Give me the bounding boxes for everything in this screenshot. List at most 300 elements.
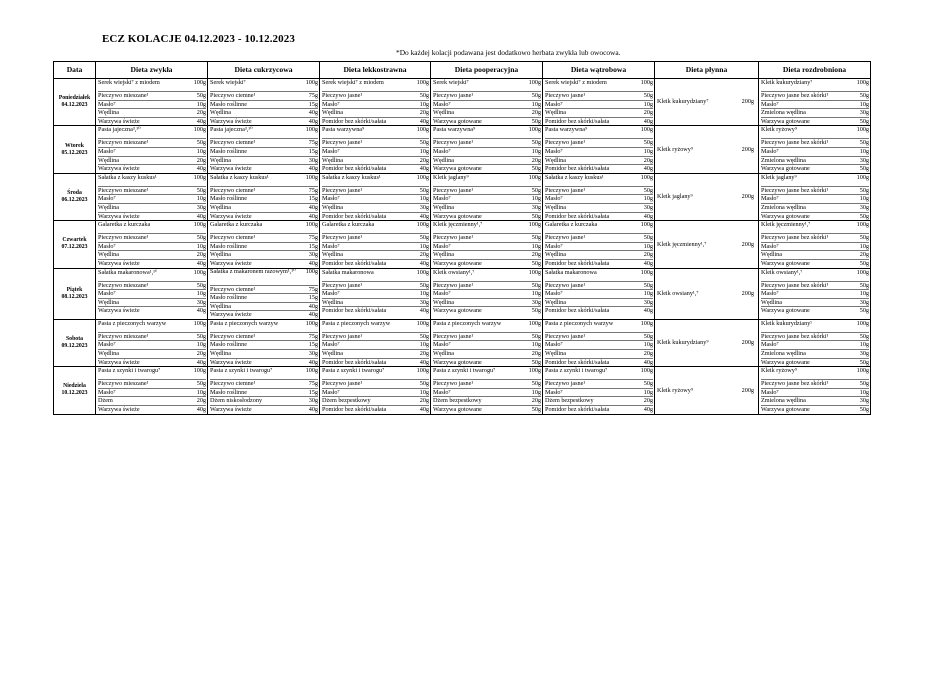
meal-item-quantity: 50g [859, 186, 869, 194]
meal-item-name: Kleik kukurydziany⁷ [657, 98, 709, 106]
meal-item-name: Pomidor bez skórki/sałata [545, 212, 610, 220]
meal-item [655, 146, 758, 153]
meal-item [433, 243, 541, 252]
meal-item-name: Pieczywo jasne bez skórki¹ [761, 139, 829, 147]
meal-item-name: Masło⁷ [98, 242, 116, 250]
diet-cell [208, 126, 320, 173]
meal-item [545, 213, 653, 221]
meal-item [322, 79, 429, 92]
meal-item-name: Wędlina [545, 203, 566, 211]
meal-item-quantity: 40g [419, 358, 429, 366]
meal-item-quantity: 100g [856, 319, 869, 327]
meal-item-quantity: 100g [856, 367, 869, 375]
meal-item [322, 389, 429, 398]
meal-item-quantity: 10g [531, 195, 541, 203]
meal-item [98, 290, 206, 299]
meal-item-quantity: 50g [643, 139, 653, 147]
meal-item-quantity: 20g [196, 109, 206, 117]
meal-item-list [759, 269, 870, 315]
meal-item [210, 92, 318, 101]
day-date-cell [54, 319, 96, 366]
meal-item-name: Kleik jaglany⁹ [433, 173, 469, 181]
meal-item [98, 148, 206, 157]
diet-cell [543, 319, 655, 366]
meal-item-quantity: 10g [859, 242, 869, 250]
meal-item-name: Masło⁷ [545, 290, 563, 298]
meal-item-name: Pasta jajeczna³,¹⁰ [210, 126, 253, 134]
meal-item [98, 243, 206, 252]
meal-item-quantity: 200g [741, 240, 754, 248]
meal-item-list [431, 126, 542, 172]
meal-item-name: Sałatka makaronowa [322, 268, 374, 276]
meal-item-name: Pieczywo jasne¹ [545, 281, 586, 289]
meal-item-quantity: 40g [196, 117, 206, 125]
meal-item-quantity: 50g [531, 281, 541, 289]
meal-item [98, 187, 206, 196]
meal-item [545, 204, 653, 213]
meal-item-quantity: 10g [419, 100, 429, 108]
meal-item-name: Kleik jęczmienny¹,⁷ [433, 221, 483, 229]
meal-item-list [431, 79, 542, 125]
meal-item-quantity: 50g [531, 406, 541, 414]
meal-item [545, 118, 653, 126]
meal-item-name: Pasta warzywna⁹ [433, 126, 476, 134]
meal-item-quantity: 10g [531, 341, 541, 349]
day-row [54, 221, 871, 268]
meal-item [433, 234, 541, 243]
meal-item-quantity: 40g [643, 406, 653, 414]
meal-item [433, 221, 541, 234]
meal-item-name: Masło⁷ [98, 290, 116, 298]
meal-item-name: Sałatka z kaszy kuskus¹ [210, 173, 269, 181]
meal-item-list [759, 79, 870, 125]
meal-item-quantity: 75g [308, 234, 318, 242]
meal-item-name: Wędlina [322, 298, 343, 306]
meal-item-name: Galaretka z kurczaka [322, 221, 375, 229]
meal-item-list [320, 221, 430, 267]
day-name: Środa [67, 189, 82, 196]
meal-item [761, 290, 869, 299]
page-title: ECZ KOLACJE 04.12.2023 - 10.12.2023 [102, 33, 295, 45]
meal-item-quantity: 100g [528, 173, 541, 181]
meal-item [655, 193, 758, 200]
meal-item-quantity: 50g [859, 281, 869, 289]
meal-item [545, 187, 653, 196]
meal-item-name: Wędlina [210, 109, 231, 117]
meal-item-quantity: 100g [640, 173, 653, 181]
meal-item-quantity: 100g [856, 126, 869, 134]
meal-item [545, 260, 653, 268]
day-date: 04.12.2023 [61, 102, 88, 109]
meal-item [433, 204, 541, 213]
meal-item-quantity: 30g [859, 397, 869, 405]
meal-item [210, 350, 318, 359]
meal-item-quantity: 100g [416, 319, 429, 327]
meal-item-quantity: 50g [859, 117, 869, 125]
meal-item-quantity: 75g [308, 332, 318, 340]
meal-item [210, 126, 318, 139]
meal-item [98, 341, 206, 350]
meal-item-name: Pieczywo jasne¹ [322, 332, 363, 340]
diet-plynna-cell [655, 79, 759, 126]
diet-rozdrobniona-cell [759, 268, 871, 319]
meal-item-quantity: 10g [419, 290, 429, 298]
meal-item-name: Galaretka z kurczaka [545, 221, 598, 229]
meal-item-quantity: 50g [196, 332, 206, 340]
day-name: Niedziela [63, 383, 86, 390]
meal-item-quantity: 40g [419, 165, 429, 173]
meal-item-name: Wędlina [210, 350, 231, 358]
meal-item [210, 397, 318, 406]
meal-item-quantity: 100g [528, 367, 541, 375]
meal-item [322, 243, 429, 252]
column-header-rozdrobniona: Dieta rozdrobniona [759, 62, 871, 79]
meal-item-quantity: 75g [308, 186, 318, 194]
meal-item-list [543, 221, 654, 267]
meal-item-list [208, 79, 319, 125]
meal-item-name: Masło⁷ [98, 388, 116, 396]
meal-item [761, 367, 869, 380]
meal-item-name: Wędlina [98, 203, 119, 211]
meal-item-name: Masło⁷ [322, 242, 340, 250]
meal-item-name: Dżem bezpestkowy [433, 397, 482, 405]
meal-item-name: Warzywa gotowane [761, 406, 810, 414]
meal-item-quantity: 50g [643, 234, 653, 242]
meal-item-name: Pasta z szynki i twarogu⁷ [433, 367, 496, 375]
meal-item [210, 79, 318, 92]
meal-item [433, 290, 541, 299]
diet-cell [320, 173, 431, 220]
meal-item-quantity: 100g [305, 268, 318, 275]
meal-item [322, 282, 429, 291]
meal-item-name: Pomidor bez skórki/sałata [322, 406, 387, 414]
diet-rozdrobniona-cell [759, 173, 871, 220]
meal-item-list [759, 367, 870, 413]
meal-item [322, 333, 429, 342]
meal-item [545, 320, 653, 333]
meal-item-quantity: 10g [196, 147, 206, 155]
meal-item-quantity: 50g [196, 92, 206, 99]
meal-item-quantity: 50g [859, 234, 869, 242]
meal-item-name: Sałatka z kaszy kuskus¹ [98, 173, 157, 181]
meal-item-name: Pomidor bez skórki/sałata [322, 212, 387, 220]
diet-cell [320, 319, 431, 366]
meal-item-quantity: 20g [419, 109, 429, 117]
diet-cell [96, 367, 208, 414]
meal-item-quantity: 10g [419, 388, 429, 396]
diet-rozdrobniona-cell [759, 221, 871, 268]
meal-item-name: Pieczywo ciemne¹ [210, 186, 256, 194]
meal-item [433, 109, 541, 118]
meal-item-name: Warzywa gotowane [433, 358, 482, 366]
meal-item-name: Wędlina [322, 350, 343, 358]
meal-item [761, 243, 869, 252]
meal-item-quantity: 50g [196, 186, 206, 194]
meal-item-name: Kleik jęczmienny¹,⁷ [657, 240, 707, 248]
meal-item-quantity: 50g [859, 358, 869, 366]
meal-item [98, 234, 206, 243]
meal-item [433, 320, 541, 333]
meal-item [98, 139, 206, 148]
day-row [54, 367, 871, 414]
meal-item-quantity: 30g [419, 203, 429, 211]
meal-item-quantity: 10g [859, 388, 869, 396]
meal-item-name: Masło⁷ [98, 341, 116, 349]
meal-item-name: Wędlina [98, 251, 119, 259]
meal-item-name: Pieczywo ciemne¹ [210, 139, 256, 147]
meal-item-quantity: 40g [196, 307, 206, 315]
meal-item [545, 333, 653, 342]
meal-item-name: Masło⁷ [761, 100, 779, 108]
meal-item [98, 350, 206, 359]
meal-item-quantity: 50g [419, 332, 429, 340]
meal-item-name: Masło⁷ [98, 147, 116, 155]
day-name: Wtorek [65, 142, 84, 149]
meal-item-quantity: 50g [859, 139, 869, 147]
meal-item-quantity: 100g [528, 268, 541, 276]
meal-item-quantity: 200g [741, 386, 754, 394]
meal-item-name: Pieczywo jasne¹ [433, 380, 474, 388]
meal-item-quantity: 50g [531, 139, 541, 147]
diet-cell [431, 268, 543, 319]
diet-rozdrobniona-cell [759, 319, 871, 366]
meal-item-quantity: 100g [305, 173, 318, 181]
meal-item [761, 307, 869, 315]
meal-item-quantity: 40g [196, 259, 206, 267]
meal-item-name: Masło⁷ [545, 147, 563, 155]
meal-item [761, 157, 869, 166]
meal-item-quantity: 100g [528, 79, 541, 86]
column-header-zwykla: Dieta zwykła [96, 62, 208, 79]
meal-item-name: Dżem bezpestkowy [545, 397, 594, 405]
meal-item-name: Pasta warzywna⁹ [322, 126, 365, 134]
diet-cell [543, 367, 655, 414]
meal-item-quantity: 200g [741, 98, 754, 106]
meal-item-name: Pieczywo jasne¹ [433, 139, 474, 147]
meal-item-name: Warzywa świeże [210, 165, 252, 173]
meal-item-name: Pieczywo jasne¹ [322, 281, 363, 289]
meal-item-quantity: 40g [419, 212, 429, 220]
meal-item [210, 187, 318, 196]
day-date: 10.12.2023 [61, 390, 88, 397]
diet-cell [208, 221, 320, 268]
meal-item-name: Pomidor bez skórki/sałata [545, 406, 610, 414]
meal-item-quantity: 100g [640, 319, 653, 327]
meal-item [322, 126, 429, 139]
meal-item [433, 126, 541, 139]
meal-item-quantity: 20g [196, 350, 206, 358]
meal-item [98, 79, 206, 92]
meal-item-quantity: 40g [308, 165, 318, 173]
meal-item-name: Pasta jajeczna³,¹⁰ [98, 126, 141, 134]
meal-item-list [320, 320, 430, 366]
meal-item-quantity: 10g [859, 195, 869, 203]
day-date-cell [54, 221, 96, 268]
meal-item-name: Warzywa gotowane [433, 117, 482, 125]
meal-item-list [96, 126, 207, 172]
meal-item-quantity: 30g [859, 350, 869, 358]
meal-item [322, 109, 429, 118]
day-name: Czwartek [62, 237, 87, 244]
meal-item-quantity: 50g [859, 92, 869, 99]
meal-item-quantity: 15g [308, 341, 318, 349]
meal-item [545, 269, 653, 282]
meal-item-name: Warzywa świeże [98, 165, 140, 173]
meal-item-quantity: 40g [308, 212, 318, 220]
meal-item-name: Sałatka makaronowa¹,¹⁰ [98, 268, 158, 276]
meal-item-name: Sałatka makaronowa [545, 268, 597, 276]
meal-item-name: Wędlina [433, 298, 454, 306]
meal-item [433, 157, 541, 166]
meal-item-name: Pieczywo ciemne¹ [210, 92, 256, 99]
diet-cell [320, 268, 431, 319]
meal-item-name: Pieczywo jasne bez skórki¹ [761, 92, 829, 99]
meal-item [545, 341, 653, 350]
meal-item [98, 101, 206, 110]
meal-item [545, 290, 653, 299]
meal-item [761, 397, 869, 406]
meal-item-quantity: 20g [196, 156, 206, 164]
meal-item-quantity: 50g [531, 234, 541, 242]
meal-item [322, 260, 429, 268]
meal-item [322, 204, 429, 213]
meal-item-quantity: 75g [308, 380, 318, 388]
meal-item-name: Pieczywo mieszane¹ [98, 281, 149, 289]
meal-item-name: Kleik kukurydziany⁹ [657, 339, 709, 347]
meal-item-name: Galaretka z kurczaka [210, 221, 263, 229]
meal-item-list [431, 367, 542, 413]
day-name: Poniedziałek [58, 95, 91, 102]
meal-item [210, 359, 318, 367]
meal-item [322, 118, 429, 126]
meal-item-name: Dżem bezpestkowy [322, 397, 371, 405]
meal-item-name: Dżem [98, 397, 113, 405]
meal-item-quantity: 50g [531, 117, 541, 125]
meal-item-name: Kleik kukurydziany⁷ [761, 79, 813, 86]
diet-cell [431, 126, 543, 173]
meal-item-quantity: 50g [859, 259, 869, 267]
meal-item-quantity: 100g [305, 319, 318, 327]
meal-item-name: Wędlina [761, 251, 782, 259]
meal-item-quantity: 30g [859, 156, 869, 164]
meal-item [761, 109, 869, 118]
meal-item-name: Warzywa świeże [98, 117, 140, 125]
meal-item [98, 109, 206, 118]
meal-item [545, 406, 653, 414]
meal-item-quantity: 30g [308, 156, 318, 164]
meal-item-quantity: 20g [531, 156, 541, 164]
meal-item-name: Warzywa świeże [98, 259, 140, 267]
meal-item-quantity: 10g [531, 147, 541, 155]
meal-item-quantity: 200g [741, 145, 754, 153]
meal-item [545, 126, 653, 139]
meal-item-quantity: 100g [416, 221, 429, 229]
meal-item [210, 286, 318, 295]
meal-item-name: Masło⁷ [433, 341, 451, 349]
meal-item [761, 165, 869, 173]
meal-item [761, 359, 869, 367]
meal-item-name: Pomidor bez skórki/sałata [322, 165, 387, 173]
meal-item-quantity: 30g [308, 397, 318, 405]
meal-item [545, 221, 653, 234]
meal-item [210, 341, 318, 350]
meal-item-quantity: 50g [859, 406, 869, 414]
diet-rozdrobniona-cell [759, 126, 871, 173]
meal-item-name: Masło⁷ [433, 290, 451, 298]
meal-item [761, 260, 869, 268]
meal-item-quantity: 100g [193, 319, 206, 327]
meal-item-quantity: 10g [419, 147, 429, 155]
meal-item [433, 174, 541, 187]
meal-item-list [320, 269, 430, 315]
meal-item [433, 269, 541, 282]
meal-item-quantity: 100g [193, 367, 206, 375]
meal-item [210, 406, 318, 414]
meal-item [98, 406, 206, 414]
meal-item-name: Masło⁷ [98, 100, 116, 108]
meal-item-name: Masło⁷ [761, 242, 779, 250]
meal-item-name: Masło roślinne [210, 195, 247, 203]
meal-item-name: Pieczywo jasne¹ [545, 92, 586, 99]
meal-item-name: Sałatka z kaszy kuskus¹ [322, 173, 381, 181]
meal-item [655, 241, 758, 248]
meal-item-name: Pasta z szynki i twarogu⁷ [98, 367, 161, 375]
meal-item [210, 389, 318, 398]
meal-item-quantity: 10g [196, 290, 206, 298]
meal-item-name: Wędlina [210, 251, 231, 259]
meal-item [545, 148, 653, 157]
day-row [54, 319, 871, 366]
day-date-cell [54, 367, 96, 414]
diet-cell [208, 268, 320, 319]
meal-item-list [431, 269, 542, 315]
diet-cell [543, 221, 655, 268]
diet-plynna-cell [655, 319, 759, 366]
meal-item [761, 92, 869, 101]
meal-item-name: Zmielona wędlina [761, 350, 806, 358]
meal-item-name: Warzywa świeże [210, 212, 252, 220]
meal-item [210, 294, 318, 303]
meal-item-name: Wędlina [433, 156, 454, 164]
meal-item-name: Masło⁷ [545, 195, 563, 203]
meal-item-quantity: 15g [308, 242, 318, 250]
meal-item-name: Wędlina [433, 109, 454, 117]
meal-item [761, 204, 869, 213]
meal-item-quantity: 100g [528, 319, 541, 327]
meal-item-name: Wędlina [98, 350, 119, 358]
meal-item-name: Kleik owsiany¹,⁷ [657, 289, 699, 297]
meal-item-quantity: 10g [859, 147, 869, 155]
meal-item [761, 341, 869, 350]
meal-item [322, 320, 429, 333]
meal-item-name: Warzywa świeże [98, 406, 140, 414]
meal-item-name: Pomidor bez skórki/sałata [545, 165, 610, 173]
meal-item-name: Masło⁷ [545, 100, 563, 108]
diet-cell [431, 79, 543, 126]
meal-item-name: Warzywa gotowane [433, 212, 482, 220]
meal-item-quantity: 20g [419, 251, 429, 259]
meal-item-name: Pomidor bez skórki/sałata [322, 259, 387, 267]
meal-item [210, 148, 318, 157]
meal-item [210, 367, 318, 380]
meal-item-quantity: 50g [531, 92, 541, 99]
meal-item-quantity: 50g [643, 380, 653, 388]
meal-item-quantity: 20g [643, 350, 653, 358]
meal-item-quantity: 10g [643, 147, 653, 155]
meal-item-quantity: 40g [419, 307, 429, 315]
meal-item-quantity: 10g [531, 388, 541, 396]
meal-item [433, 165, 541, 173]
